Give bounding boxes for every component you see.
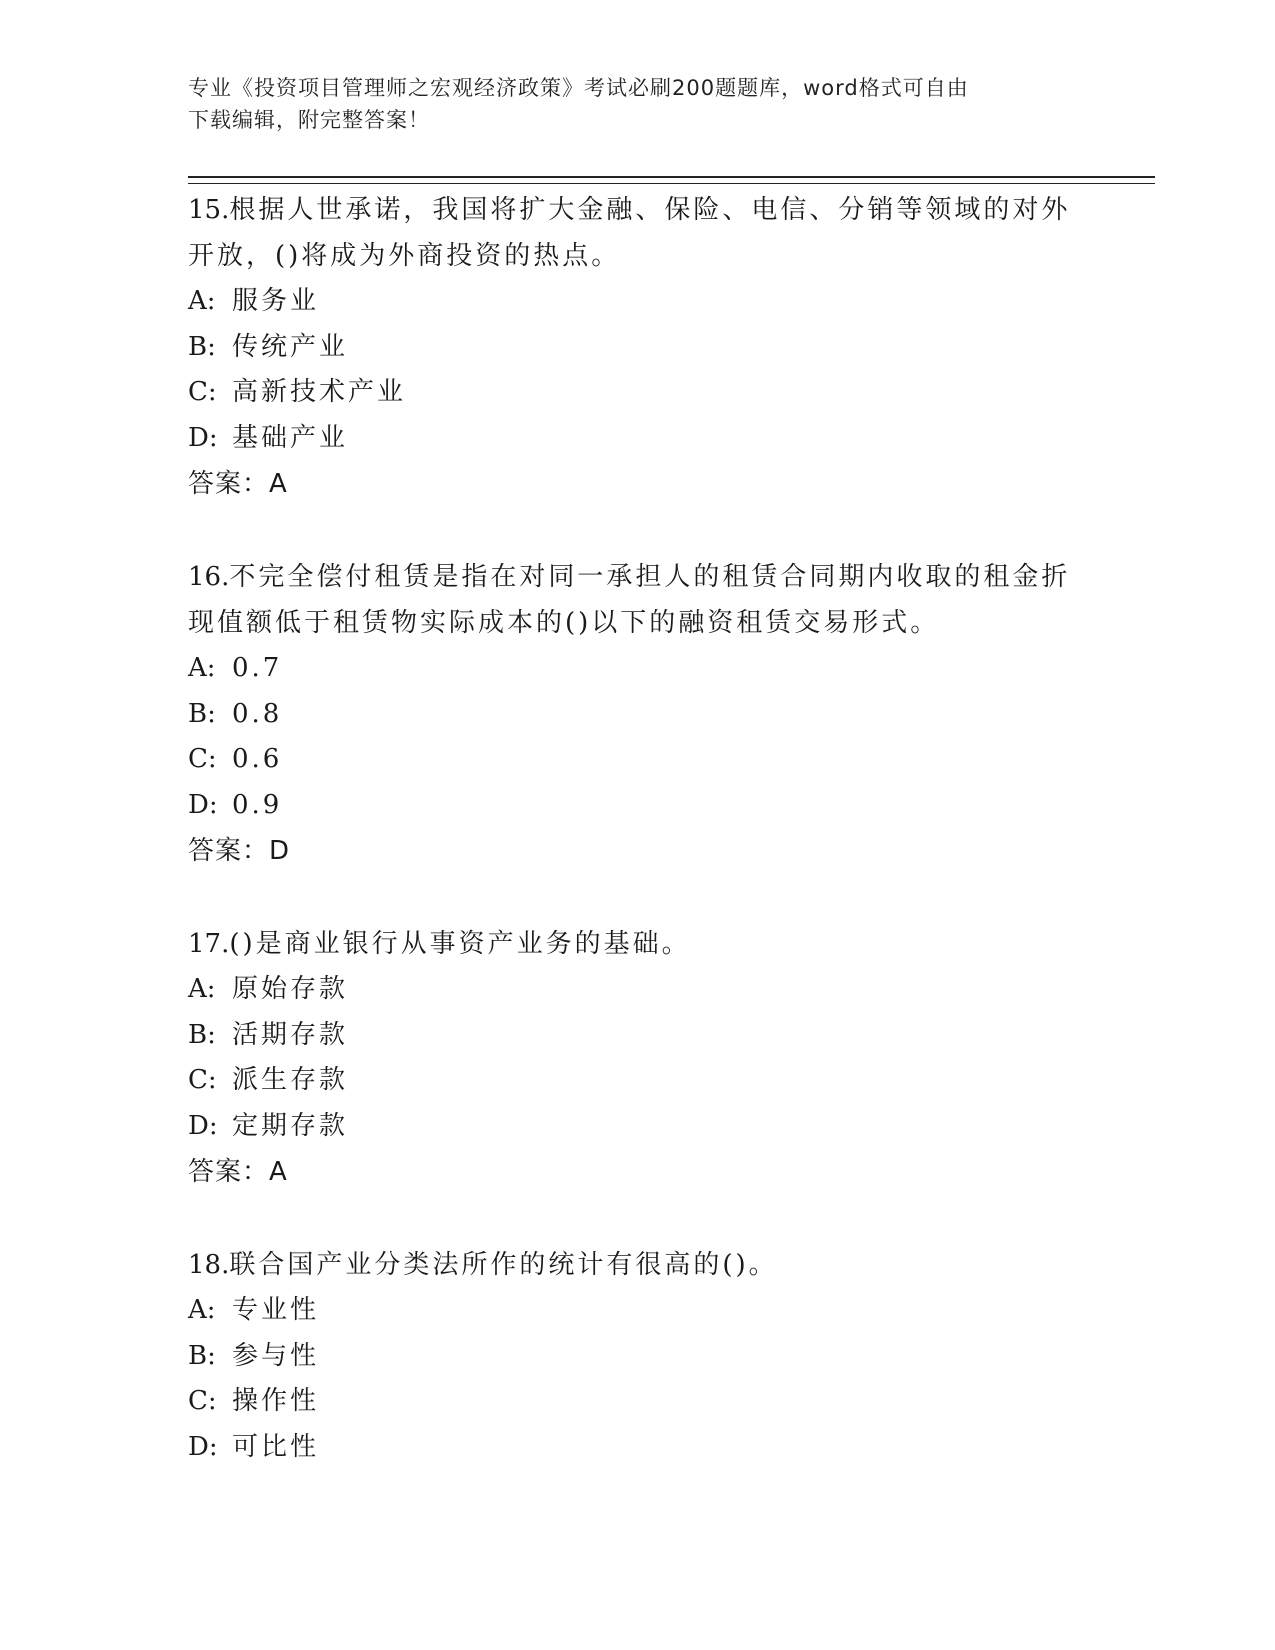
option-text: 0.9 bbox=[232, 789, 283, 820]
option-text: 操作性 bbox=[232, 1386, 320, 1416]
option-item bbox=[188, 967, 1088, 1013]
question-stem: 根据人世承诺，我国将扩大金融、保险、电信、分销等领域的对外 bbox=[229, 195, 1071, 225]
option-key: D: bbox=[188, 1431, 218, 1462]
question-text-line bbox=[188, 921, 1088, 967]
option-text: 专业性 bbox=[232, 1295, 320, 1325]
question-item bbox=[188, 554, 1088, 874]
answer-prefix: 答案： bbox=[188, 836, 270, 866]
option-text: 服务业 bbox=[232, 286, 320, 316]
header-line-1: 专业《投资项目管理师之宏观经济政策》考试必刷200题题库，word格式可自由 bbox=[188, 76, 969, 100]
option-text: 基础产业 bbox=[232, 422, 349, 453]
header-line-2: 下载编辑，附完整答案！ bbox=[188, 108, 430, 132]
answer-prefix: 答案： bbox=[188, 469, 270, 499]
option-key: D: bbox=[188, 1110, 218, 1141]
question-item bbox=[188, 921, 1088, 1195]
question-text-line bbox=[188, 1242, 1088, 1288]
option-text: 活期存款 bbox=[232, 1019, 349, 1050]
option-key: A: bbox=[188, 286, 216, 316]
question-number: 16. bbox=[188, 562, 230, 592]
option-item bbox=[188, 692, 1088, 738]
option-text: 定期存款 bbox=[232, 1110, 349, 1141]
option-text: 高新技术产业 bbox=[232, 377, 407, 407]
option-key: A: bbox=[188, 974, 216, 1004]
option-item bbox=[188, 1058, 1088, 1104]
question-text-line bbox=[188, 554, 1088, 600]
question-number: 17. bbox=[188, 929, 230, 959]
option-item bbox=[188, 646, 1088, 692]
option-key: D: bbox=[188, 422, 218, 453]
question-list bbox=[188, 187, 1088, 1517]
option-item bbox=[188, 416, 1088, 462]
option-key: D: bbox=[188, 789, 218, 820]
option-key: A: bbox=[188, 1295, 216, 1325]
option-item bbox=[188, 325, 1088, 371]
option-item bbox=[188, 279, 1088, 325]
option-item bbox=[188, 783, 1088, 829]
question-stem: 现值额低于租赁物实际成本的()以下的融资租赁交易形式。 bbox=[188, 608, 940, 638]
question-stem: 开放，()将成为外商投资的热点。 bbox=[188, 241, 621, 271]
question-item bbox=[188, 1242, 1088, 1470]
question-item bbox=[188, 187, 1088, 507]
option-key: C: bbox=[188, 1065, 217, 1095]
question-number: 18. bbox=[188, 1250, 230, 1280]
option-key: C: bbox=[188, 1386, 217, 1416]
option-key: B: bbox=[188, 331, 216, 362]
option-text: 原始存款 bbox=[232, 974, 349, 1004]
option-item bbox=[188, 1013, 1088, 1059]
answer-line bbox=[188, 461, 1088, 507]
option-text: 参与性 bbox=[232, 1340, 320, 1371]
option-text: 0.6 bbox=[232, 744, 283, 774]
option-item bbox=[188, 737, 1088, 783]
question-stem: 不完全偿付租赁是指在对同一承担人的租赁合同期内收取的租金折 bbox=[229, 562, 1071, 592]
option-text: 可比性 bbox=[232, 1431, 320, 1462]
option-item bbox=[188, 370, 1088, 416]
question-text-line bbox=[188, 600, 1088, 646]
option-key: B: bbox=[188, 1019, 216, 1050]
question-text-line bbox=[188, 187, 1088, 233]
answer-value: A bbox=[269, 469, 288, 499]
answer-value: A bbox=[269, 1157, 288, 1187]
question-text-line bbox=[188, 233, 1088, 279]
answer-prefix: 答案： bbox=[188, 1157, 270, 1187]
header-divider-thin bbox=[188, 183, 1155, 184]
option-key: C: bbox=[188, 377, 217, 407]
option-key: C: bbox=[188, 744, 217, 774]
option-item bbox=[188, 1379, 1088, 1425]
question-stem: ()是商业银行从事资产业务的基础。 bbox=[229, 929, 691, 959]
question-number: 15. bbox=[188, 195, 230, 225]
option-item bbox=[188, 1334, 1088, 1380]
option-key: B: bbox=[188, 698, 216, 729]
option-key: A: bbox=[188, 653, 216, 683]
option-text: 0.7 bbox=[232, 653, 283, 683]
answer-line bbox=[188, 1149, 1088, 1195]
option-item bbox=[188, 1288, 1088, 1334]
option-text: 派生存款 bbox=[232, 1065, 349, 1095]
option-key: B: bbox=[188, 1340, 216, 1371]
answer-value: D bbox=[269, 836, 291, 866]
option-text: 0.8 bbox=[232, 698, 283, 729]
header-divider-thick bbox=[188, 176, 1155, 178]
option-item bbox=[188, 1425, 1088, 1471]
question-stem: 联合国产业分类法所作的统计有很高的()。 bbox=[229, 1250, 778, 1280]
document-header bbox=[188, 72, 1088, 136]
option-text: 传统产业 bbox=[232, 331, 349, 362]
answer-line bbox=[188, 828, 1088, 874]
option-item bbox=[188, 1104, 1088, 1150]
